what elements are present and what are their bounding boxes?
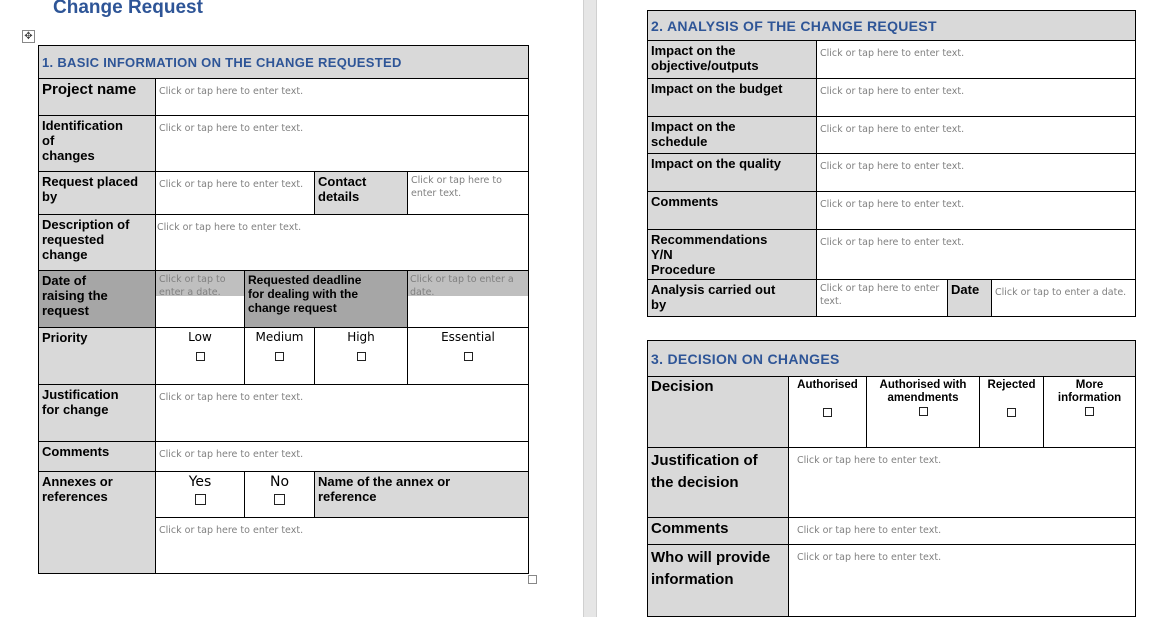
justification-label [39, 385, 156, 442]
decision-justification-label [648, 448, 789, 518]
placeholder-text: Click or tap here to enter text. [820, 161, 965, 172]
description-label [39, 215, 156, 271]
impact-quality-label: Impact on the quality [648, 154, 817, 192]
page-title: Change Request [53, 0, 203, 18]
placeholder-text: Click or tap here to enter text. [820, 199, 965, 210]
label-line: Description of [42, 217, 130, 232]
label-line: by [42, 189, 58, 204]
placeholder-text: Click or tap here to enter text. [157, 222, 302, 233]
table-resize-handle[interactable] [528, 575, 537, 584]
high-checkbox[interactable] [357, 352, 366, 361]
priority-option-essential[interactable] [408, 328, 529, 385]
option-label: More [1075, 379, 1104, 391]
placeholder-text: Click or tap here to enter text. [159, 449, 304, 460]
comments-field[interactable] [156, 442, 529, 472]
label-line: Name of the annex or [318, 474, 451, 489]
annex-no-option[interactable] [245, 472, 315, 518]
decision-authorised-amendments[interactable] [867, 377, 980, 448]
label-line: change [42, 247, 88, 262]
decision-label: Decision [648, 377, 789, 448]
decision-justification-field[interactable] [789, 448, 1136, 518]
essential-checkbox[interactable] [464, 352, 473, 361]
label-line: the decision [651, 474, 739, 491]
decision-more-information[interactable] [1044, 377, 1136, 448]
impact-budget-label: Impact on the budget [648, 79, 817, 117]
analysis-date-label: Date [948, 280, 992, 317]
annex-name-label [315, 472, 529, 518]
impact-schedule-field[interactable] [817, 117, 1136, 154]
label-line: Identification [42, 118, 123, 133]
placeholder-text: Click or tap to [159, 274, 226, 285]
option-label: High [347, 330, 375, 344]
label-line: reference [318, 489, 377, 504]
option-label: information [1057, 392, 1122, 404]
decision-comments-label: Comments [648, 518, 789, 545]
placeholder-text: Click or tap here to enter [820, 283, 940, 294]
contact-details-label [315, 172, 408, 215]
label-line: Contact [318, 174, 367, 189]
who-provides-label [648, 545, 789, 617]
label-line: references [42, 489, 108, 504]
section3-header: 3. DECISION ON CHANGES [648, 341, 1136, 377]
decision-comments-field[interactable] [789, 518, 1136, 545]
decision-table [647, 340, 1136, 617]
option-label: Medium [255, 330, 304, 344]
label-line: Justification of [651, 452, 758, 469]
request-placed-label [39, 172, 156, 215]
placeholder-text: Click or tap here to enter text. [797, 525, 942, 536]
option-label: Authorised [797, 379, 858, 391]
label-line: of [42, 133, 55, 148]
label-line: changes [42, 148, 95, 163]
label-line: information [651, 571, 734, 588]
placeholder-text: enter a date. [159, 287, 221, 298]
rejected-checkbox[interactable] [1007, 408, 1016, 417]
who-provides-field[interactable] [789, 545, 1136, 617]
option-label: Authorised with [879, 379, 967, 391]
label-line: for change [42, 402, 109, 417]
analysis-comments-field[interactable] [817, 192, 1136, 230]
label-line: Request placed [42, 174, 139, 189]
option-label: Yes [188, 474, 212, 490]
label-line: request [42, 303, 89, 318]
annex-name-field[interactable] [156, 518, 529, 574]
identification-label [39, 116, 156, 172]
label-line: change request [248, 301, 337, 315]
priority-option-high[interactable] [315, 328, 408, 385]
amendments-checkbox[interactable] [919, 407, 928, 416]
placeholder-text: Click or tap here to [411, 175, 502, 186]
label-line: raising the [42, 288, 108, 303]
placeholder-text: Click or tap here to enter text. [159, 123, 304, 134]
placeholder-text: Click or tap here to enter text. [159, 525, 304, 536]
date-raising-field[interactable] [156, 271, 245, 328]
label-line: Procedure [651, 262, 716, 277]
placeholder-text: Click or tap here to enter text. [797, 455, 942, 466]
section1-header: 1. BASIC INFORMATION ON THE CHANGE REQUESTED [39, 46, 529, 79]
label-line: Requested deadline [248, 273, 362, 287]
impact-schedule-label [648, 117, 817, 154]
medium-checkbox[interactable] [275, 352, 284, 361]
option-label: Low [188, 330, 212, 344]
basic-information-table [38, 45, 529, 574]
decision-rejected[interactable] [980, 377, 1044, 448]
impact-quality-field[interactable] [817, 154, 1136, 192]
recommendations-label [648, 230, 817, 280]
placeholder-text: Click or tap here to enter text. [820, 48, 965, 59]
project-name-field[interactable] [156, 79, 529, 116]
label-line: Annexes or [42, 474, 113, 489]
impact-budget-field[interactable] [817, 79, 1136, 117]
contact-details-field[interactable] [408, 172, 529, 215]
date-picker[interactable] [408, 271, 528, 296]
option-label: Essential [441, 330, 495, 344]
option-label: amendments [887, 392, 959, 404]
date-raising-label [39, 271, 156, 328]
option-label: Rejected [987, 379, 1036, 391]
impact-objective-label [648, 41, 817, 79]
authorised-checkbox[interactable] [823, 408, 832, 417]
deadline-label [245, 271, 408, 328]
justification-field[interactable] [156, 385, 529, 442]
impact-objective-field[interactable] [817, 41, 1136, 79]
placeholder-text: Click or tap here to enter text. [159, 86, 304, 97]
analysis-by-field[interactable] [817, 280, 948, 317]
label-line: Date of [42, 273, 87, 288]
identification-field[interactable] [156, 116, 529, 172]
analysis-comments-label: Comments [648, 192, 817, 230]
comments-label: Comments [39, 442, 156, 472]
placeholder-text: Click or tap to enter a date. [995, 287, 1127, 298]
description-field[interactable] [156, 215, 529, 271]
placeholder-text: enter text. [411, 188, 462, 199]
no-checkbox[interactable] [274, 494, 285, 505]
label-line: Justification [42, 387, 119, 402]
placeholder-text: Click or tap to enter a [410, 274, 514, 285]
placeholder-text: date. [410, 287, 435, 298]
yes-checkbox[interactable] [195, 494, 206, 505]
label-line: Who will provide [651, 549, 771, 566]
date-picker[interactable] [156, 271, 244, 296]
more-info-checkbox[interactable] [1085, 407, 1094, 416]
decision-authorised[interactable] [789, 377, 867, 448]
label-line: Impact on the [651, 43, 736, 58]
analysis-date-field[interactable] [992, 280, 1136, 317]
project-name-label: Project name [39, 79, 156, 116]
label-line: requested [42, 232, 105, 247]
label-line: Impact on the [651, 119, 736, 134]
priority-option-medium[interactable] [245, 328, 315, 385]
table-move-icon[interactable]: ✥ [22, 30, 35, 43]
page-gap [583, 0, 597, 617]
placeholder-text: Click or tap here to enter text. [159, 392, 304, 403]
request-placed-field[interactable] [156, 172, 315, 215]
annexes-label [39, 472, 156, 574]
label-line: for dealing with the [248, 287, 358, 301]
placeholder-text: Click or tap here to enter text. [820, 124, 965, 135]
analysis-table [647, 10, 1136, 317]
priority-option-low[interactable] [156, 328, 245, 385]
label-line: details [318, 189, 360, 204]
label-line: by [651, 297, 667, 312]
low-checkbox[interactable] [196, 352, 205, 361]
section2-header: 2. ANALYSIS OF THE CHANGE REQUEST [648, 11, 1136, 41]
placeholder-text: text. [820, 296, 842, 307]
placeholder-text: Click or tap here to enter text. [820, 86, 965, 97]
label-line: schedule [651, 134, 708, 149]
label-line: Recommendations [651, 232, 768, 247]
deadline-field[interactable] [408, 271, 529, 328]
recommendations-field[interactable] [817, 230, 1136, 280]
priority-label: Priority [39, 328, 156, 385]
label-line: Y/N [651, 247, 673, 262]
placeholder-text: Click or tap here to enter text. [159, 179, 304, 190]
placeholder-text: Click or tap here to enter text. [797, 552, 942, 563]
option-label: No [269, 474, 290, 490]
label-line: Analysis carried out [651, 282, 776, 297]
label-line: objective/outputs [651, 58, 759, 73]
analysis-by-label [648, 280, 817, 317]
annex-yes-option[interactable] [156, 472, 245, 518]
placeholder-text: Click or tap here to enter text. [820, 237, 965, 248]
